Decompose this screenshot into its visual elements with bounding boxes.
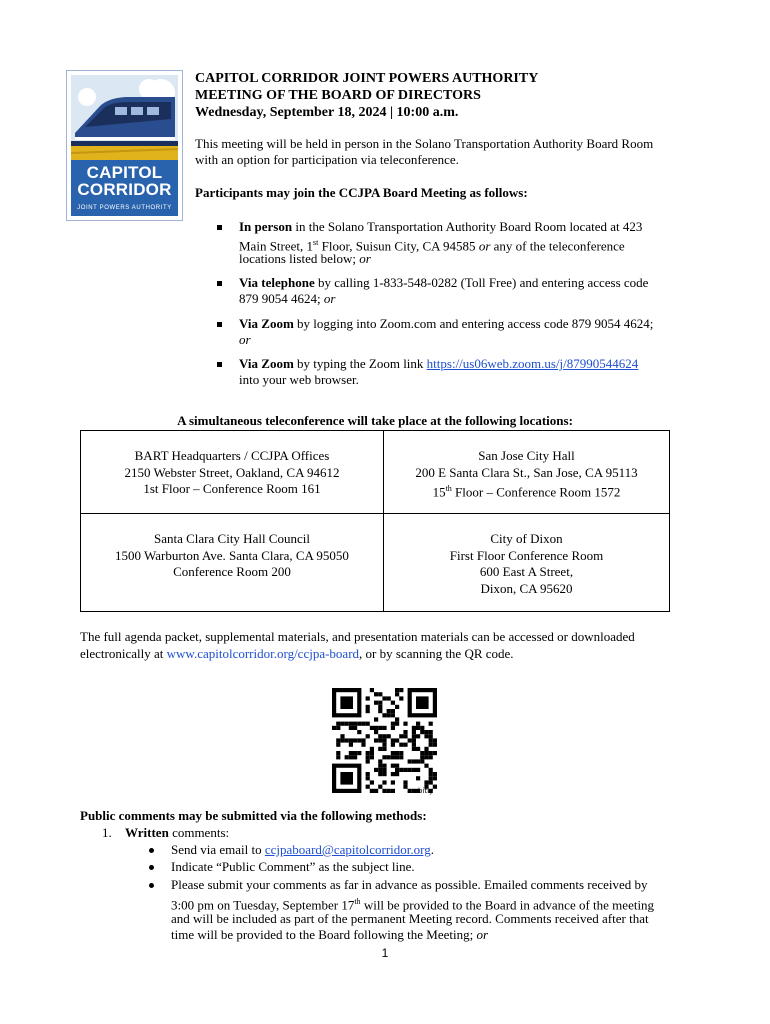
option-in-person-line3 bbox=[239, 251, 371, 268]
train-logo-art bbox=[71, 75, 178, 160]
qr-caption: bitly bbox=[418, 787, 434, 795]
square-bullet-icon bbox=[217, 322, 222, 327]
capitol-corridor-logo bbox=[66, 70, 183, 221]
location-name: San Jose City Hall bbox=[478, 448, 575, 463]
written-label: Written bbox=[125, 825, 169, 840]
location-room: First Floor Conference Room bbox=[449, 547, 604, 563]
header-meeting-date: Wednesday, September 18, 2024 | 10:00 a.m. bbox=[195, 105, 459, 120]
comment-advance-line3: and will be included as part of the permanent Meeting record. Comments received after that bbox=[171, 911, 649, 926]
participants-heading: Participants may join the CCJPA Board Meeting as follows: bbox=[195, 185, 528, 200]
comment-advance-line4 bbox=[171, 927, 488, 944]
logo-text-corridor: CORRIDOR bbox=[77, 180, 172, 199]
option-telephone-line1 bbox=[239, 275, 648, 292]
agenda-text: electronically at bbox=[80, 646, 167, 661]
option-in-person-label: In person bbox=[239, 219, 293, 234]
after-meeting-text: time will be provided to the Board following the Meeting; bbox=[171, 927, 477, 942]
location-address: 1500 Warburton Ave. Santa Clara, CA 95050 bbox=[115, 547, 349, 563]
table-row bbox=[81, 431, 670, 514]
comments-item-number: 1. bbox=[102, 825, 112, 840]
option-zoom-login-text: by logging into Zoom.com and entering access code 879 9054 4624; bbox=[293, 316, 654, 331]
location-address: 2150 Webster Street, Oakland, CA 94612 bbox=[124, 464, 340, 480]
option-zoom-login-line2 bbox=[239, 332, 251, 349]
locations-table bbox=[80, 430, 670, 612]
qr-code-icon bbox=[330, 686, 438, 796]
location-cell-santa-clara bbox=[81, 514, 384, 612]
square-bullet-icon bbox=[217, 362, 222, 367]
or-text: or bbox=[476, 927, 489, 942]
bullet-icon bbox=[149, 865, 154, 870]
option-in-person-text: in the Solano Transportation Authority Board Room located at 423 bbox=[292, 219, 643, 234]
agenda-text-end: , or by scanning the QR code. bbox=[359, 646, 514, 661]
address-text-cont: Floor, Suisun City, CA 94585 bbox=[318, 238, 479, 254]
location-cell-bart bbox=[81, 431, 384, 514]
comments-item-written bbox=[125, 825, 229, 842]
location-address: 200 E Santa Clara St., San Jose, CA 95113 bbox=[415, 464, 638, 480]
option-telephone-line2 bbox=[239, 291, 335, 308]
agenda-line-1: The full agenda packet, supplemental materials, and presentation materials can be accessed or downloaded bbox=[80, 629, 635, 644]
table-row bbox=[81, 514, 670, 612]
train-icon bbox=[71, 75, 178, 160]
square-bullet-icon bbox=[217, 225, 222, 230]
location-name: City of Dixon bbox=[490, 531, 563, 546]
square-bullet-icon bbox=[217, 281, 222, 286]
location-city: Dixon, CA 95620 bbox=[480, 580, 573, 596]
superscript: th bbox=[354, 897, 361, 906]
logo-text-capitol: CAPITOL bbox=[86, 163, 163, 182]
location-name: Santa Clara City Hall Council bbox=[154, 531, 310, 546]
superscript: th bbox=[445, 484, 452, 493]
ccjpa-email-link[interactable]: ccjpaboard@capitolcorridor.org bbox=[264, 842, 431, 857]
ccjpa-board-link[interactable]: www.capitolcorridor.org/ccjpa-board bbox=[166, 646, 360, 661]
option-zoom-link-line2: into your web browser. bbox=[239, 372, 359, 387]
header-org-name: CAPITOL CORRIDOR JOINT POWERS AUTHORITY bbox=[195, 71, 539, 86]
location-address: 600 East A Street, bbox=[479, 564, 574, 579]
option-zoom-label: Via Zoom bbox=[239, 356, 294, 371]
comment-method-email bbox=[171, 842, 434, 859]
email-text: Send via email to bbox=[171, 842, 265, 857]
location-name: BART Headquarters / CCJPA Offices bbox=[134, 448, 330, 463]
zoom-meeting-link[interactable]: https://us06web.zoom.us/j/87990544624 bbox=[426, 356, 639, 371]
page-number: 1 bbox=[381, 946, 389, 960]
option-in-person-line1 bbox=[239, 219, 642, 236]
agenda-line-2 bbox=[80, 646, 514, 663]
bullet-icon bbox=[149, 848, 154, 853]
header-meeting-title: MEETING OF THE BOARD OF DIRECTORS bbox=[195, 88, 481, 103]
option-zoom-link-text: by typing the Zoom link bbox=[293, 356, 427, 371]
logo-text-jpa: JOINT POWERS AUTHORITY bbox=[77, 205, 172, 211]
option-telephone-label: Via telephone bbox=[239, 275, 315, 290]
option-zoom-link-line1 bbox=[239, 356, 638, 373]
floor-number: 15 bbox=[432, 484, 446, 500]
access-code-text: 879 9054 4624; bbox=[239, 291, 324, 306]
deadline-text: 3:00 pm on Tuesday, September 17 bbox=[171, 897, 355, 913]
or-text: or bbox=[323, 291, 336, 306]
address-text: Main Street, 1 bbox=[239, 238, 314, 254]
written-text: comments: bbox=[168, 825, 230, 840]
option-telephone-text: by calling 1-833-548-0282 (Toll Free) and entering access code bbox=[314, 275, 649, 290]
option-zoom-label: Via Zoom bbox=[239, 316, 294, 331]
comments-heading: Public comments may be submitted via the following methods: bbox=[80, 808, 427, 823]
qr-code[interactable] bbox=[330, 686, 438, 796]
period: . bbox=[430, 842, 434, 857]
address-text-end: any of the teleconference bbox=[490, 238, 625, 254]
location-room: 1st Floor – Conference Room 161 bbox=[143, 481, 321, 496]
or-text: or bbox=[478, 238, 491, 254]
comment-method-subject: Indicate “Public Comment” as the subject line. bbox=[171, 859, 415, 874]
option-zoom-login-line1 bbox=[239, 316, 653, 333]
or-text: or bbox=[239, 332, 251, 347]
comment-advance-line1: Please submit your comments as far in advance as possible. Emailed comments received by bbox=[171, 877, 648, 892]
or-text: or bbox=[359, 251, 371, 266]
locations-heading: A simultaneous teleconference will take place at the following locations: bbox=[177, 413, 573, 428]
room-text: Floor – Conference Room 1572 bbox=[451, 484, 621, 500]
location-room bbox=[388, 481, 665, 501]
intro-line-2: with an option for participation via teleconference. bbox=[195, 152, 459, 167]
locations-text: locations listed below; bbox=[239, 251, 360, 266]
location-room: Conference Room 200 bbox=[173, 564, 291, 579]
superscript: st bbox=[313, 238, 319, 247]
deadline-text-cont: will be provided to the Board in advance of the meeting bbox=[360, 897, 655, 913]
location-cell-dixon bbox=[384, 514, 670, 612]
logo-wordmark-band bbox=[71, 160, 178, 216]
intro-line-1: This meeting will be held in person in the Solano Transportation Authority Board Room bbox=[195, 136, 654, 151]
bullet-icon bbox=[149, 883, 154, 888]
location-cell-san-jose bbox=[384, 431, 670, 514]
